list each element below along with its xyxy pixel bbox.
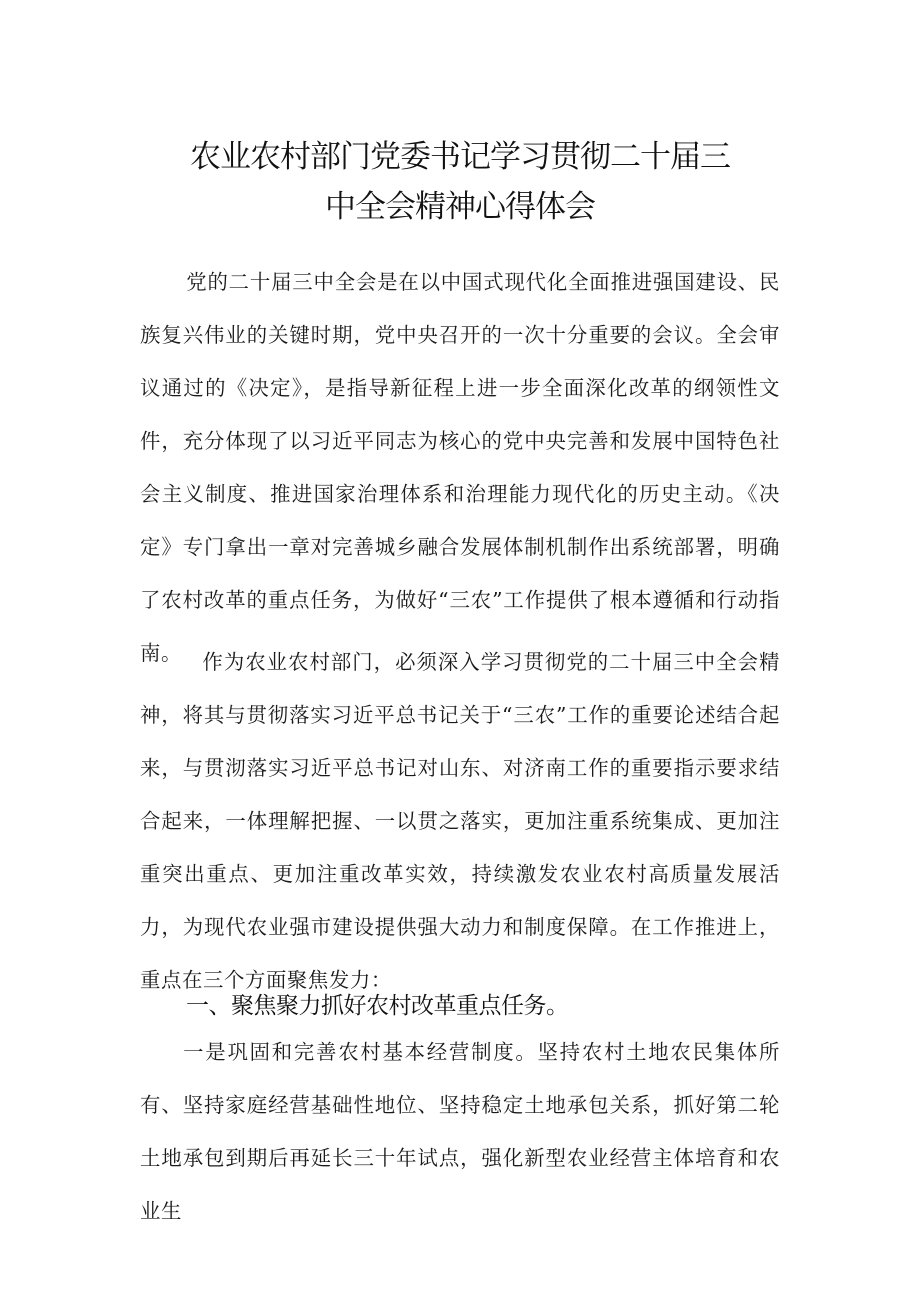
- paragraph-3: [140, 1026, 780, 1238]
- title-line-1: 农业农村部门党委书记学习贯彻二十届三: [190, 139, 730, 175]
- paragraph-2: [140, 636, 780, 1007]
- paragraph-3-text: 一是巩固和完善农村基本经营制度。坚持农村土地农民集体所有、坚持家庭经营基础性地位、坚持稳定土地承包关系，抓好第二轮土地承包到期后再延长三十年试点，强化新型农业经营主体培育和农业生: [140, 1040, 780, 1223]
- paragraph-2-text: 作为农业农村部门，必须深入学习贯彻党的二十届三中全会精神，将其与贯彻落实习近平总书记关于“三农”工作的重要论述结合起来，与贯沏落实习近平总书记对山东、对济南工作的重要指示要求结合起来，一体理解把握、一以贯之落实，更加注重系统集成、更加注重突出重点、更加注重改革实效，持续激发农业农村高质量发展活力，为现代农业强市建设提供强大动力和制度保障。在工作推进上，重点在三个方面聚焦发力：: [140, 650, 780, 992]
- section-heading-1: 一、聚焦聚力抓好农村改革重点任务。: [186, 993, 569, 1019]
- title-line-2: 中全会精神心得体会: [325, 189, 595, 225]
- paragraph-1-text: 党的二十届三中全会是在以中国式现代化全面推进强国建设、民族复兴伟业的关键时期，党中央召开的一次十分重要的会议。全会审议通过的《决定》，是指导新征程上进一步全面深化改革的纲领性文件，充分体现了以习近平同志为核心的党中央完善和发展中国特色社会主义制度、推进国家治理体系和治理能力现代化的历史主动。《决定》专门拿出一章对完善城乡融合发展体制机制作出系统部署，明确了农村改革的重点任务，为做好“三农”工作提供了根本遵循和行动指南。: [140, 270, 780, 665]
- paragraph-1: [140, 256, 780, 680]
- document-title: [140, 132, 780, 232]
